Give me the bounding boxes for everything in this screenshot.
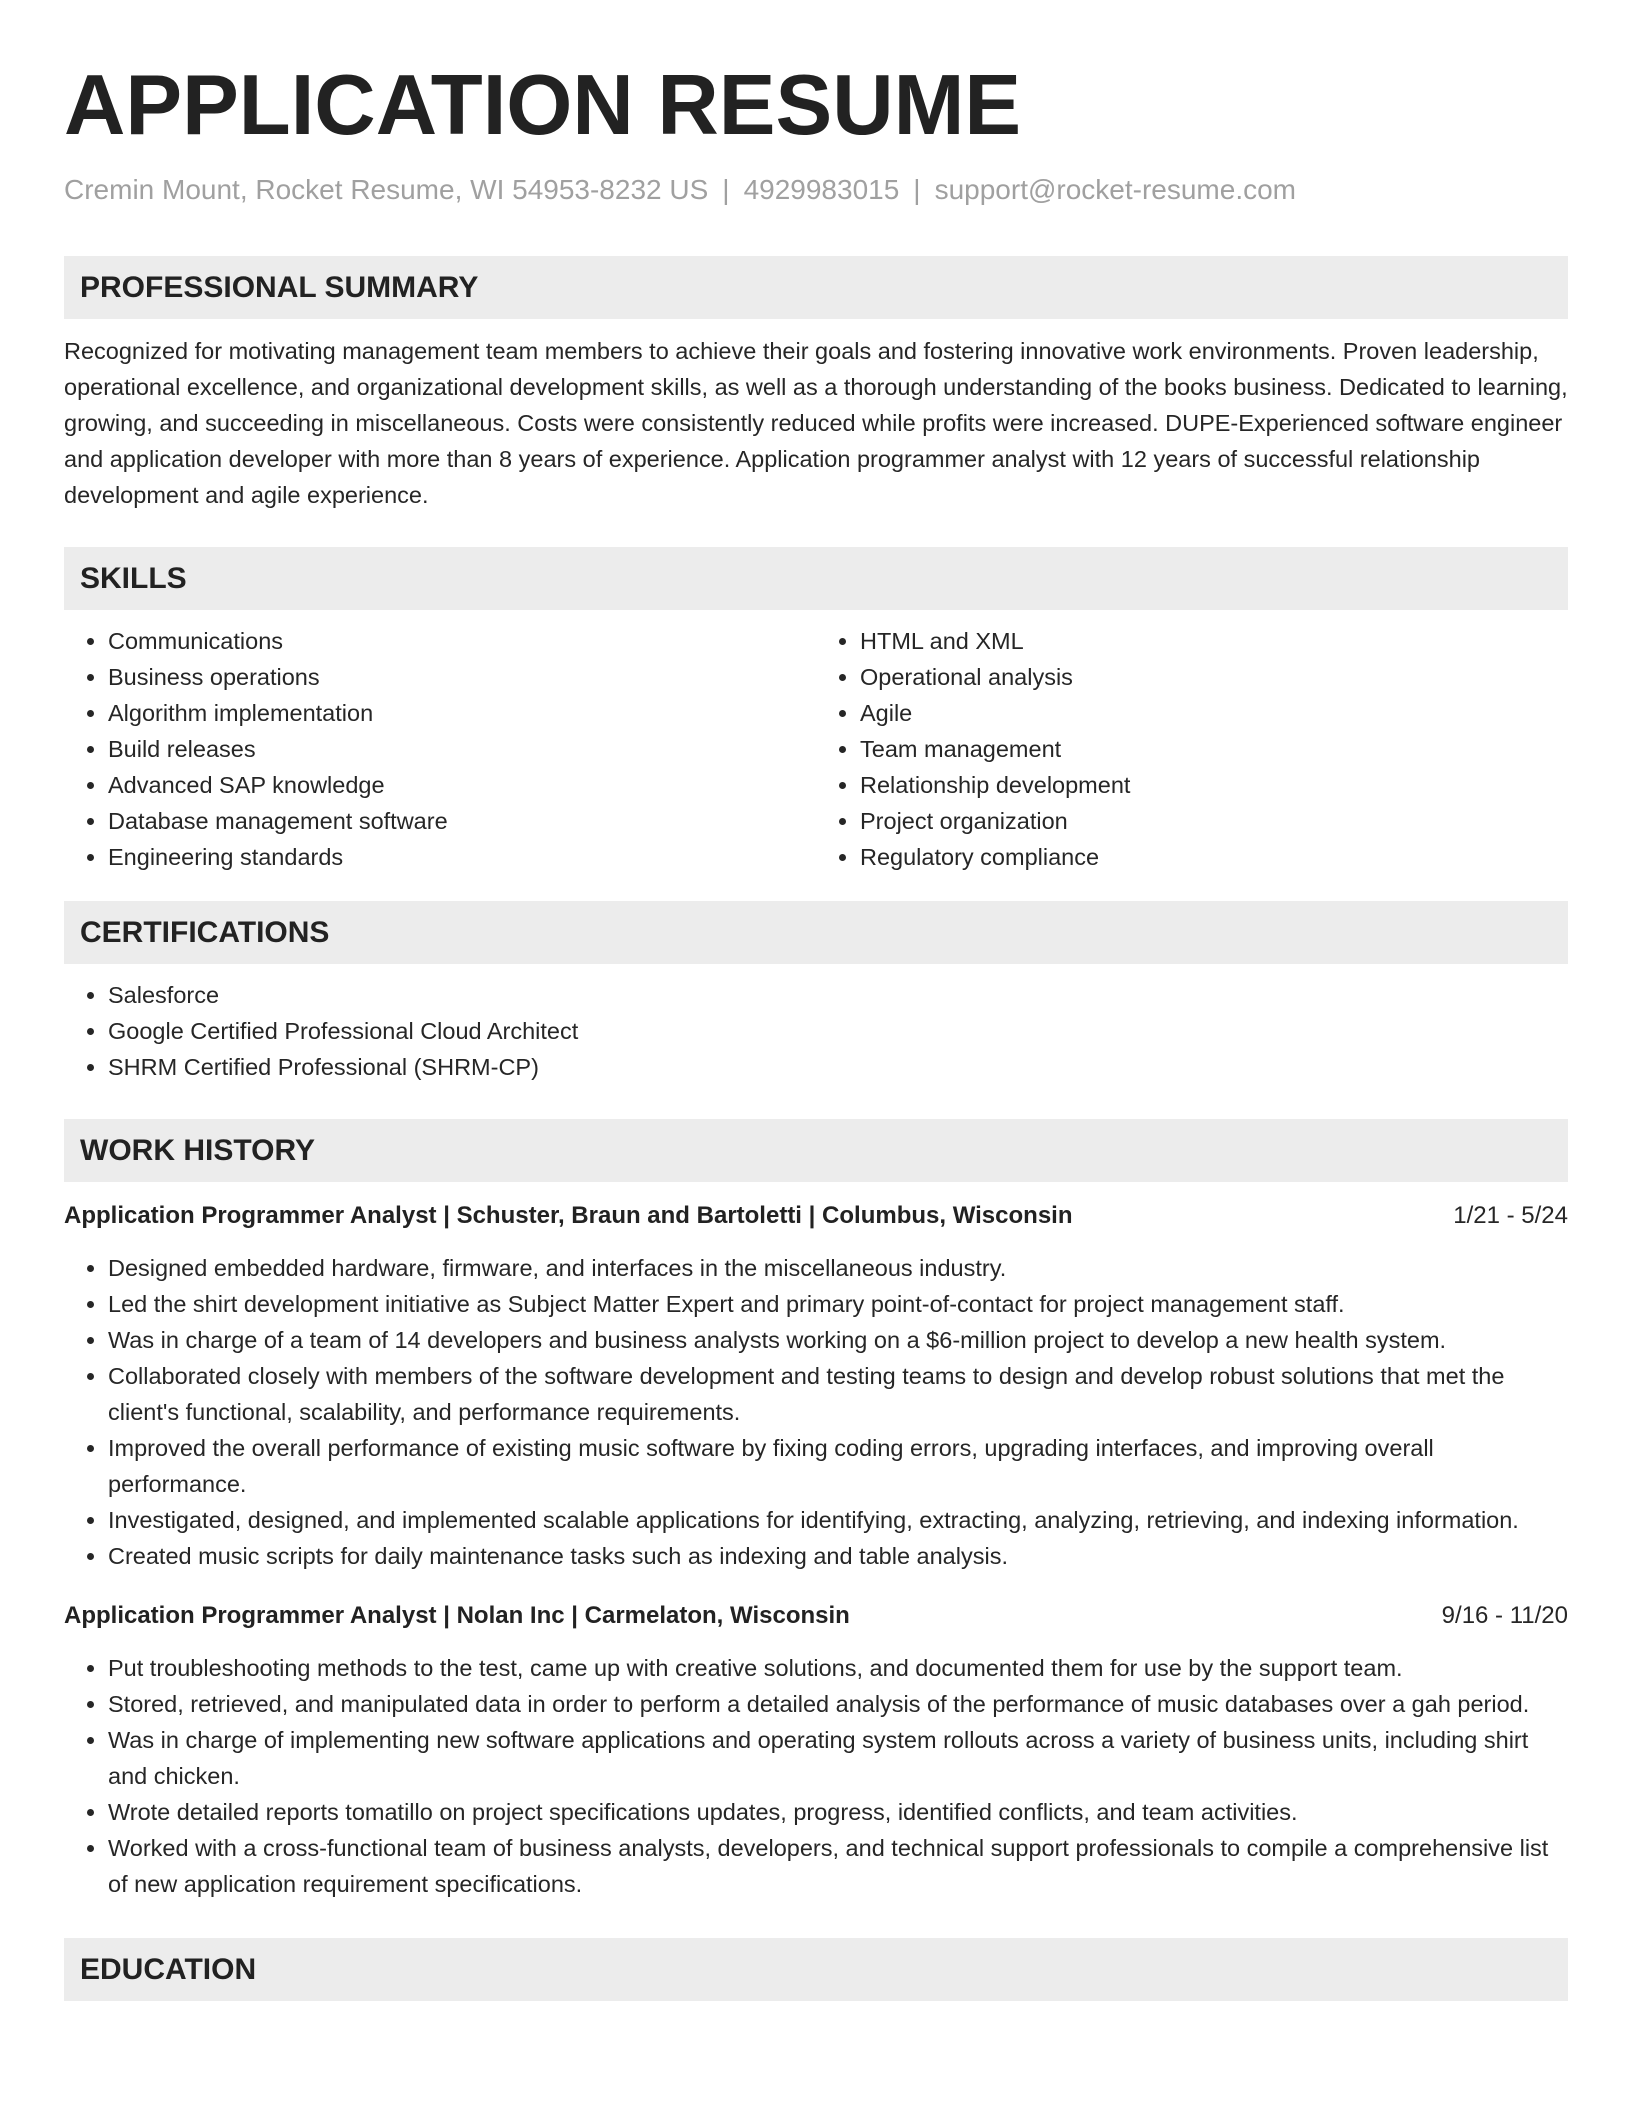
skills-column-right (816, 623, 1568, 875)
job-bullets (64, 1250, 1568, 1574)
job-bullet: • Worked with a cross-functional team of business analysts, developers, and technical support professionals to compile a comprehensive list of new application requirement specifications. (108, 1830, 1568, 1902)
skill-item: • Advanced SAP knowledge (108, 767, 816, 803)
section-header-education: EDUCATION (64, 1938, 1568, 2001)
skill-item: • Business operations (108, 659, 816, 695)
certifications-list (64, 977, 1568, 1085)
skill-item: • Operational analysis (860, 659, 1568, 695)
job-bullet: • Investigated, designed, and implemented scalable applications for identifying, extracting, analyzing, retrieving, and indexing information. (108, 1502, 1568, 1538)
skill-item: • Build releases (108, 731, 816, 767)
contact-separator: | (913, 174, 921, 205)
resume-name: APPLICATION RESUME (64, 58, 1022, 153)
job-dates: 1/21 - 5/24 (1453, 1202, 1568, 1229)
job-bullet: • Stored, retrieved, and manipulated data in order to perform a detailed analysis of the performance of music databases over a gah period. (108, 1686, 1568, 1722)
job-entry (64, 1198, 1568, 1574)
skill-item: • HTML and XML (860, 623, 1568, 659)
contact-line (64, 170, 1568, 210)
job-header (64, 1598, 1568, 1634)
job-bullet: • Was in charge of implementing new software applications and operating system rollouts across a variety of business units, including shirt and chicken. (108, 1722, 1568, 1794)
certification-item: • Salesforce (108, 977, 1568, 1013)
skill-item: • Agile (860, 695, 1568, 731)
section-header-skills: SKILLS (64, 547, 1568, 610)
section-header-summary: PROFESSIONAL SUMMARY (64, 256, 1568, 319)
job-header (64, 1198, 1568, 1234)
skill-item: • Regulatory compliance (860, 839, 1568, 875)
contact-email: support@rocket-resume.com (934, 174, 1297, 205)
job-bullet: • Improved the overall performance of existing music software by fixing coding errors, upgrading interfaces, and improving overall performance. (108, 1430, 1568, 1502)
section-header-certifications: CERTIFICATIONS (64, 901, 1568, 964)
job-bullet: • Created music scripts for daily maintenance tasks such as indexing and table analysis. (108, 1538, 1568, 1574)
skill-item: • Project organization (860, 803, 1568, 839)
skill-item: • Team management (860, 731, 1568, 767)
job-title: Application Programmer Analyst | Schuster, Braun and Bartoletti | Columbus, Wisconsin (64, 1202, 1073, 1229)
skills-list (64, 623, 1568, 875)
skill-item: • Database management software (108, 803, 816, 839)
skill-item: • Engineering standards (108, 839, 816, 875)
summary-text: Recognized for motivating management team members to achieve their goals and fostering innovative work environments. Proven leadership, operational excellence, and organizational development skills, as well as a thorough understanding of the books business. Dedicated to learning, growing, and succeeding in miscellaneous. Costs were consistently reduced while profits were increased. DUPE-Experienced software engineer and application developer with more than 8 years of experience. Application programmer analyst with 12 years of successful relationship development and agile experience. (64, 338, 1568, 508)
job-dates: 9/16 - 11/20 (1441, 1602, 1568, 1629)
job-entry (64, 1598, 1568, 1902)
job-bullet: • Wrote detailed reports tomatillo on project specifications updates, progress, identified conflicts, and team activities. (108, 1794, 1568, 1830)
job-title: Application Programmer Analyst | Nolan Inc | Carmelaton, Wisconsin (64, 1602, 850, 1629)
contact-phone: 4929983015 (743, 174, 900, 205)
skills-column-left (64, 623, 816, 875)
job-bullet: • Designed embedded hardware, firmware, and interfaces in the miscellaneous industry. (108, 1250, 1568, 1286)
certification-item: • Google Certified Professional Cloud Architect (108, 1013, 1568, 1049)
section-header-work-history: WORK HISTORY (64, 1119, 1568, 1182)
skill-item: • Communications (108, 623, 816, 659)
contact-address: Cremin Mount, Rocket Resume, WI 54953-8232 US (64, 174, 709, 205)
skill-item: • Algorithm implementation (108, 695, 816, 731)
job-bullet: • Collaborated closely with members of the software development and testing teams to design and develop robust solutions that met the client's functional, scalability, and performance requirements. (108, 1358, 1568, 1430)
contact-separator: | (722, 174, 730, 205)
job-bullet: • Was in charge of a team of 14 developers and business analysts working on a $6-million project to develop a new health system. (108, 1322, 1568, 1358)
job-bullet: • Led the shirt development initiative as Subject Matter Expert and primary point-of-contact for project management staff. (108, 1286, 1568, 1322)
certification-item: • SHRM Certified Professional (SHRM-CP) (108, 1049, 1568, 1085)
job-bullets (64, 1650, 1568, 1902)
skill-item: • Relationship development (860, 767, 1568, 803)
job-bullet: • Put troubleshooting methods to the test, came up with creative solutions, and documented them for use by the support team. (108, 1650, 1568, 1686)
